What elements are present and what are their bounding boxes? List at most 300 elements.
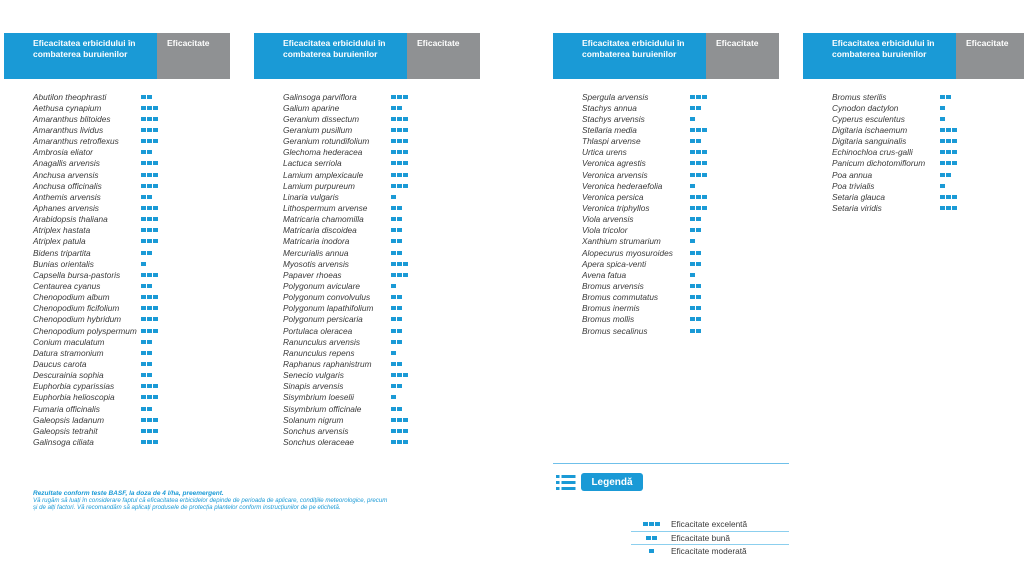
- efficacy-level-3: [141, 117, 158, 121]
- weed-name: Anthemis arvensis: [33, 191, 101, 202]
- efficacy-square: [147, 95, 152, 99]
- table-row: [803, 113, 1024, 124]
- table-row: [553, 225, 779, 236]
- efficacy-square: [643, 522, 648, 526]
- efficacy-level-2: [690, 295, 701, 299]
- efficacy-level-3: [690, 128, 707, 132]
- weed-name: Geranium pusillum: [283, 124, 353, 135]
- weed-name: Digitaria ischaemum: [832, 124, 908, 135]
- efficacy-square: [946, 139, 951, 143]
- table-row: [553, 247, 779, 258]
- efficacy-level-3: [141, 173, 158, 177]
- efficacy-level-3: [141, 395, 158, 399]
- efficacy-square: [696, 161, 701, 165]
- efficacy-square: [690, 295, 695, 299]
- efficacy-level-3: [141, 239, 158, 243]
- efficacy-square: [702, 161, 707, 165]
- weed-name: Ranunculus arvensis: [283, 336, 361, 347]
- efficacy-square: [952, 161, 957, 165]
- weed-name: Viola arvensis: [582, 214, 634, 225]
- efficacy-level-2: [141, 362, 152, 366]
- efficacy-square: [153, 106, 158, 110]
- weed-name: Atriplex hastata: [33, 225, 91, 236]
- efficacy-square: [696, 150, 701, 154]
- efficacy-square: [141, 117, 146, 121]
- table-row: [553, 180, 779, 191]
- table-header: [553, 33, 779, 79]
- weed-name: Mercurialis annua: [283, 247, 349, 258]
- efficacy-square: [946, 173, 951, 177]
- efficacy-square: [397, 362, 402, 366]
- efficacy-square: [940, 173, 945, 177]
- efficacy-square: [147, 407, 152, 411]
- efficacy-square: [141, 128, 146, 132]
- weed-name: Glechoma hederacea: [283, 147, 363, 158]
- table-row: [254, 158, 480, 169]
- efficacy-square: [397, 273, 402, 277]
- efficacy-square: [147, 440, 152, 444]
- efficacy-square: [391, 173, 396, 177]
- efficacy-square: [397, 418, 402, 422]
- efficacy-level-2: [690, 228, 701, 232]
- efficacy-square: [655, 522, 660, 526]
- weed-name: Descurainia sophia: [33, 370, 104, 381]
- table-row: [553, 236, 779, 247]
- efficacy-square: [702, 150, 707, 154]
- table-row: [254, 225, 480, 236]
- efficacy-level-1: [940, 106, 945, 110]
- efficacy-level-2: [141, 340, 152, 344]
- weed-table-1: [4, 33, 230, 448]
- table-row: [4, 102, 230, 113]
- weed-name: Thlaspi arvense: [582, 136, 641, 147]
- header-weed-label: Eficacitatea erbicidului în combaterea buruienilor: [254, 33, 407, 79]
- table-row: [553, 169, 779, 180]
- efficacy-square: [391, 384, 396, 388]
- efficacy-square: [397, 251, 402, 255]
- weed-name: Xanthium strumarium: [582, 236, 661, 247]
- efficacy-square: [141, 206, 146, 210]
- weed-name: Euphorbia cyparissias: [33, 381, 115, 392]
- efficacy-square: [147, 362, 152, 366]
- table-row: [4, 180, 230, 191]
- efficacy-square: [391, 150, 396, 154]
- efficacy-square: [141, 317, 146, 321]
- efficacy-square: [690, 329, 695, 333]
- efficacy-square: [696, 173, 701, 177]
- efficacy-square: [391, 395, 396, 399]
- efficacy-square: [403, 128, 408, 132]
- efficacy-square: [153, 440, 158, 444]
- weed-name: Spergula arvensis: [582, 91, 649, 102]
- weed-name: Chenopodium album: [33, 292, 110, 303]
- efficacy-square: [397, 329, 402, 333]
- efficacy-square: [141, 106, 146, 110]
- header-weed-label: Eficacitatea erbicidului în combaterea buruienilor: [553, 33, 706, 79]
- legend-marker: [631, 522, 671, 526]
- efficacy-square: [141, 262, 146, 266]
- table-row: [4, 113, 230, 124]
- table-row: [254, 202, 480, 213]
- weed-name: Geranium rotundifolium: [283, 136, 370, 147]
- efficacy-level-2: [690, 262, 701, 266]
- efficacy-square: [397, 139, 402, 143]
- table-row: [553, 269, 779, 280]
- efficacy-level-1: [690, 117, 695, 121]
- efficacy-square: [940, 161, 945, 165]
- efficacy-square: [403, 273, 408, 277]
- efficacy-level-2: [391, 384, 402, 388]
- weed-name: Alopecurus myosuroides: [582, 247, 673, 258]
- legend-divider: [553, 463, 789, 464]
- efficacy-square: [952, 150, 957, 154]
- table-row: [254, 314, 480, 325]
- table-row: [4, 392, 230, 403]
- table-row: [4, 236, 230, 247]
- efficacy-level-2: [690, 251, 701, 255]
- weed-name: Cyperus esculentus: [832, 113, 905, 124]
- table-row: [254, 370, 480, 381]
- efficacy-square: [147, 228, 152, 232]
- efficacy-square: [147, 317, 152, 321]
- table-row: [803, 136, 1024, 147]
- weed-name: Digitaria sanguinalis: [832, 136, 907, 147]
- efficacy-level-1: [391, 395, 396, 399]
- efficacy-level-1: [391, 195, 396, 199]
- efficacy-square: [141, 351, 146, 355]
- weed-name: Polygonum lapathifolium: [283, 303, 374, 314]
- efficacy-square: [147, 117, 152, 121]
- table-row: [553, 258, 779, 269]
- table-row: [553, 102, 779, 113]
- efficacy-level-2: [391, 362, 402, 366]
- list-icon: [556, 474, 576, 491]
- weed-name: Veronica agrestis: [582, 158, 646, 169]
- legend-marker: [631, 536, 671, 540]
- efficacy-square: [391, 317, 396, 321]
- weed-name: Matricaria chamomilla: [283, 214, 364, 225]
- efficacy-square: [690, 273, 695, 277]
- efficacy-square: [952, 206, 957, 210]
- efficacy-square: [649, 549, 654, 553]
- efficacy-level-1: [649, 549, 654, 553]
- efficacy-square: [141, 340, 146, 344]
- table-row: [254, 136, 480, 147]
- table-rows: [4, 91, 230, 448]
- efficacy-level-3: [391, 440, 408, 444]
- weed-name: Anagallis arvensis: [33, 158, 100, 169]
- table-row: [553, 91, 779, 102]
- table-row: [254, 280, 480, 291]
- footnote: [33, 490, 463, 511]
- efficacy-square: [141, 384, 146, 388]
- efficacy-level-3: [391, 418, 408, 422]
- table-row: [4, 258, 230, 269]
- weed-name: Matricaria discoidea: [283, 225, 357, 236]
- table-row: [803, 169, 1024, 180]
- weed-name: Cynodon dactylon: [832, 102, 899, 113]
- table-row: [4, 325, 230, 336]
- efficacy-square: [391, 128, 396, 132]
- weed-name: Galeopsis ladanum: [33, 414, 105, 425]
- efficacy-square: [397, 317, 402, 321]
- efficacy-level-2: [141, 195, 152, 199]
- table-row: [254, 292, 480, 303]
- table-row: [4, 280, 230, 291]
- efficacy-square: [702, 173, 707, 177]
- efficacy-square: [397, 161, 402, 165]
- efficacy-square: [696, 251, 701, 255]
- efficacy-square: [690, 139, 695, 143]
- weed-name: Galeopsis tetrahit: [33, 425, 98, 436]
- efficacy-level-2: [141, 284, 152, 288]
- efficacy-square: [690, 251, 695, 255]
- efficacy-square: [690, 161, 695, 165]
- table-header: [803, 33, 1024, 79]
- weed-name: Polygonum aviculare: [283, 280, 361, 291]
- efficacy-square: [690, 195, 695, 199]
- efficacy-level-3: [940, 139, 957, 143]
- legend-title: Legendă: [581, 473, 643, 491]
- efficacy-level-3: [391, 184, 408, 188]
- efficacy-square: [153, 273, 158, 277]
- efficacy-square: [403, 173, 408, 177]
- efficacy-square: [391, 251, 396, 255]
- efficacy-square: [690, 239, 695, 243]
- weed-name: Sisymbrium officinale: [283, 403, 362, 414]
- weed-name: Centaurea cyanus: [33, 280, 101, 291]
- efficacy-square: [690, 317, 695, 321]
- efficacy-square: [391, 206, 396, 210]
- table-row: [4, 124, 230, 135]
- efficacy-square: [946, 128, 951, 132]
- efficacy-level-3: [141, 306, 158, 310]
- efficacy-square: [696, 95, 701, 99]
- efficacy-square: [153, 317, 158, 321]
- efficacy-square: [391, 195, 396, 199]
- efficacy-square: [391, 362, 396, 366]
- table-row: [803, 147, 1024, 158]
- efficacy-square: [690, 262, 695, 266]
- weed-name: Linaria vulgaris: [283, 191, 339, 202]
- efficacy-square: [141, 429, 146, 433]
- efficacy-square: [147, 251, 152, 255]
- efficacy-square: [153, 329, 158, 333]
- efficacy-square: [153, 184, 158, 188]
- weed-name: Poa annua: [832, 169, 873, 180]
- weed-name: Urtica urens: [582, 147, 627, 158]
- efficacy-level-3: [141, 161, 158, 165]
- weed-name: Bromus mollis: [582, 314, 635, 325]
- efficacy-square: [403, 184, 408, 188]
- legend-item: [631, 518, 789, 532]
- weed-name: Stellaria media: [582, 124, 637, 135]
- efficacy-square: [147, 340, 152, 344]
- weed-name: Sonchus arvensis: [283, 425, 349, 436]
- efficacy-square: [147, 161, 152, 165]
- efficacy-level-3: [391, 262, 408, 266]
- efficacy-square: [141, 195, 146, 199]
- weed-name: Stachys annua: [582, 102, 637, 113]
- efficacy-level-3: [141, 184, 158, 188]
- weed-name: Veronica hederaefolia: [582, 180, 663, 191]
- table-row: [4, 336, 230, 347]
- efficacy-level-3: [690, 173, 707, 177]
- efficacy-square: [702, 128, 707, 132]
- weed-name: Aethusa cynapium: [33, 102, 102, 113]
- efficacy-level-2: [391, 106, 402, 110]
- efficacy-level-3: [690, 95, 707, 99]
- table-header: [254, 33, 480, 79]
- efficacy-square: [403, 262, 408, 266]
- efficacy-square: [391, 418, 396, 422]
- weed-name: Setaria glauca: [832, 191, 886, 202]
- efficacy-square: [141, 295, 146, 299]
- efficacy-square: [141, 161, 146, 165]
- efficacy-square: [391, 262, 396, 266]
- table-row: [254, 303, 480, 314]
- efficacy-square: [397, 407, 402, 411]
- efficacy-square: [690, 217, 695, 221]
- efficacy-square: [153, 139, 158, 143]
- efficacy-level-3: [690, 206, 707, 210]
- efficacy-square: [940, 139, 945, 143]
- efficacy-square: [397, 206, 402, 210]
- efficacy-level-3: [940, 195, 957, 199]
- table-row: [4, 292, 230, 303]
- footnote-line-2: și de alți factori. Vă recomandăm să aplicați produsele de protecția plantelor conform instrucțiunilor de pe etichetă.: [33, 504, 341, 511]
- efficacy-square: [646, 536, 651, 540]
- efficacy-square: [940, 206, 945, 210]
- efficacy-square: [153, 128, 158, 132]
- efficacy-level-1: [690, 184, 695, 188]
- weed-name: Lamium purpureum: [283, 180, 355, 191]
- table-row: [4, 191, 230, 202]
- efficacy-square: [391, 184, 396, 188]
- weed-name: Polygonum persicaria: [283, 314, 363, 325]
- efficacy-square: [397, 184, 402, 188]
- efficacy-square: [690, 228, 695, 232]
- efficacy-square: [391, 373, 396, 377]
- table-row: [803, 202, 1024, 213]
- efficacy-level-2: [391, 317, 402, 321]
- table-row: [553, 214, 779, 225]
- efficacy-square: [141, 150, 146, 154]
- efficacy-square: [397, 173, 402, 177]
- efficacy-level-2: [141, 373, 152, 377]
- weed-name: Amaranthus blitoides: [33, 113, 111, 124]
- table-row: [4, 370, 230, 381]
- efficacy-level-1: [391, 284, 396, 288]
- table-rows: [803, 91, 1024, 214]
- efficacy-level-3: [141, 217, 158, 221]
- weed-name: Abutilon theophrasti: [33, 91, 107, 102]
- table-row: [553, 280, 779, 291]
- weed-name: Chenopodium hybridum: [33, 314, 122, 325]
- efficacy-square: [141, 239, 146, 243]
- efficacy-level-1: [391, 351, 396, 355]
- efficacy-square: [147, 206, 152, 210]
- table-row: [254, 180, 480, 191]
- weed-name: Bromus secalinus: [582, 325, 648, 336]
- efficacy-square: [696, 228, 701, 232]
- weed-name: Galinsoga ciliata: [33, 436, 94, 447]
- efficacy-square: [397, 228, 402, 232]
- efficacy-square: [391, 407, 396, 411]
- efficacy-square: [153, 117, 158, 121]
- table-row: [553, 325, 779, 336]
- table-row: [553, 147, 779, 158]
- weed-name: Veronica arvensis: [582, 169, 648, 180]
- efficacy-level-2: [690, 217, 701, 221]
- efficacy-square: [696, 329, 701, 333]
- efficacy-level-3: [141, 273, 158, 277]
- efficacy-square: [147, 429, 152, 433]
- weed-name: Galium aparine: [283, 102, 340, 113]
- table-row: [4, 147, 230, 158]
- efficacy-square: [940, 195, 945, 199]
- efficacy-square: [403, 373, 408, 377]
- table-row: [254, 214, 480, 225]
- header-weed-label: Eficacitatea erbicidului în combaterea buruienilor: [4, 33, 157, 79]
- efficacy-level-3: [690, 150, 707, 154]
- efficacy-level-3: [940, 128, 957, 132]
- weed-name: Echinochloa crus-galli: [832, 147, 913, 158]
- efficacy-square: [696, 206, 701, 210]
- efficacy-square: [147, 384, 152, 388]
- weed-name: Apera spica-venti: [582, 258, 647, 269]
- weed-name: Bunias orientalis: [33, 258, 94, 269]
- header-efficacy-label: Eficacitate: [157, 33, 230, 79]
- weed-name: Sonchus oleraceae: [283, 436, 355, 447]
- efficacy-square: [141, 139, 146, 143]
- efficacy-square: [147, 184, 152, 188]
- efficacy-square: [147, 173, 152, 177]
- efficacy-square: [940, 106, 945, 110]
- efficacy-level-3: [141, 206, 158, 210]
- efficacy-level-2: [141, 351, 152, 355]
- efficacy-level-2: [391, 239, 402, 243]
- efficacy-square: [391, 429, 396, 433]
- weed-name: Polygonum convolvulus: [283, 292, 371, 303]
- efficacy-square: [147, 284, 152, 288]
- weed-name: Conium maculatum: [33, 336, 105, 347]
- efficacy-square: [397, 306, 402, 310]
- table-header: [4, 33, 230, 79]
- efficacy-level-2: [391, 407, 402, 411]
- efficacy-level-3: [141, 128, 158, 132]
- efficacy-square: [403, 440, 408, 444]
- efficacy-level-3: [690, 195, 707, 199]
- table-row: [4, 202, 230, 213]
- weed-name: Amaranthus lividus: [33, 124, 104, 135]
- table-row: [254, 358, 480, 369]
- efficacy-square: [940, 117, 945, 121]
- table-row: [4, 158, 230, 169]
- table-row: [803, 91, 1024, 102]
- table-row: [4, 247, 230, 258]
- weed-name: Panicum dichotomiflorum: [832, 158, 926, 169]
- weed-name: Avena fatua: [582, 269, 627, 280]
- efficacy-level-2: [391, 217, 402, 221]
- efficacy-square: [141, 306, 146, 310]
- efficacy-square: [153, 418, 158, 422]
- efficacy-square: [702, 95, 707, 99]
- efficacy-square: [649, 522, 654, 526]
- table-row: [254, 191, 480, 202]
- table-row: [803, 191, 1024, 202]
- table-row: [553, 202, 779, 213]
